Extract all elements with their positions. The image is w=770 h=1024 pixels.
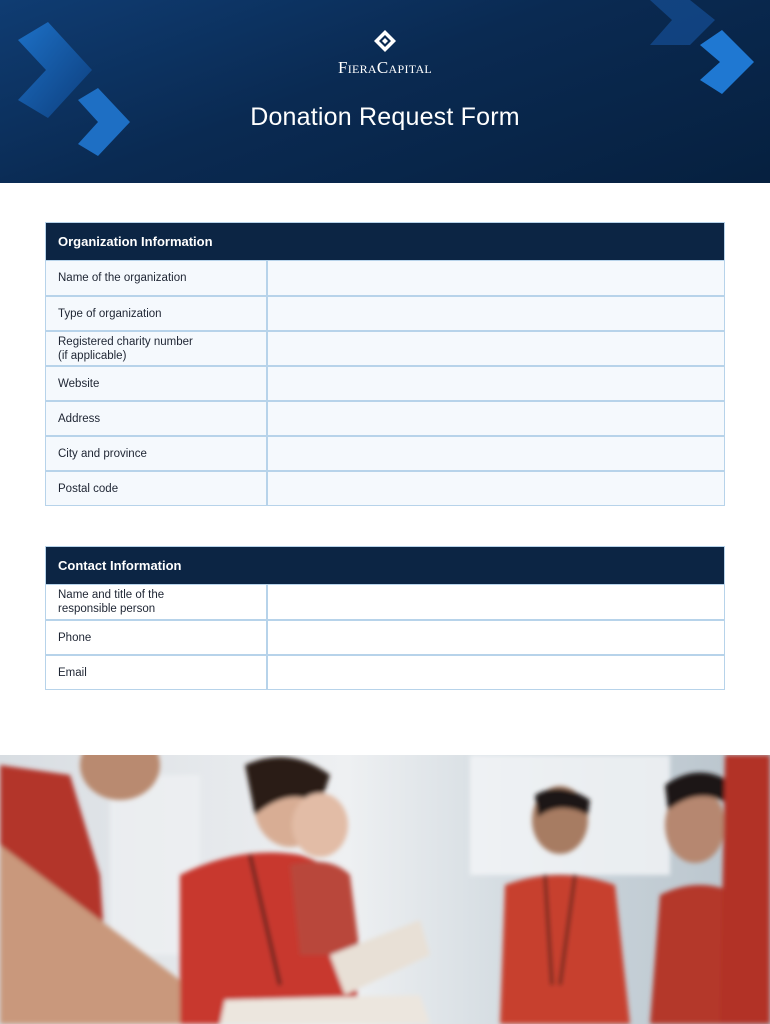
organization-name-field[interactable]	[268, 261, 724, 295]
form-row-postal-code	[46, 470, 724, 505]
brand-logo-text: FIERACAPITAL	[337, 58, 433, 77]
email-field[interactable]	[268, 656, 724, 689]
form-row-city-province	[46, 435, 724, 470]
fiera-logo-icon	[374, 30, 396, 52]
form-row-website	[46, 365, 724, 400]
postal-code-field[interactable]	[268, 472, 724, 505]
page-title: Donation Request Form	[250, 103, 520, 131]
contact-section-heading: Contact Information	[46, 547, 724, 584]
field-label: Address	[46, 402, 268, 435]
field-label: Postal code	[46, 472, 268, 505]
field-label: Phone	[46, 621, 268, 654]
contact-info-table	[45, 546, 725, 690]
form-row-organization-name	[46, 260, 724, 295]
organization-type-field[interactable]	[268, 297, 724, 330]
form-row-address	[46, 400, 724, 435]
form-row-organization-type	[46, 295, 724, 330]
charity-number-field[interactable]	[268, 332, 724, 365]
field-label: Name of the organization	[46, 261, 268, 295]
field-label: Registered charity number (if applicable)	[46, 332, 268, 365]
field-label: Name and title of the responsible person	[46, 585, 268, 619]
phone-field[interactable]	[268, 621, 724, 654]
address-field[interactable]	[268, 402, 724, 435]
page-header	[0, 0, 770, 183]
form-row-charity-number	[46, 330, 724, 365]
form-row-email	[46, 654, 724, 689]
organization-info-table	[45, 222, 725, 506]
form-row-phone	[46, 619, 724, 654]
decorative-chevrons	[0, 0, 770, 183]
organization-section-heading: Organization Information	[46, 223, 724, 260]
field-label: Email	[46, 656, 268, 689]
field-label: City and province	[46, 437, 268, 470]
responsible-person-field[interactable]	[268, 585, 724, 619]
field-label: Type of organization	[46, 297, 268, 330]
field-label: Website	[46, 367, 268, 400]
form-row-responsible-person	[46, 584, 724, 619]
website-field[interactable]	[268, 367, 724, 400]
volunteers-photo	[0, 755, 770, 1024]
city-province-field[interactable]	[268, 437, 724, 470]
